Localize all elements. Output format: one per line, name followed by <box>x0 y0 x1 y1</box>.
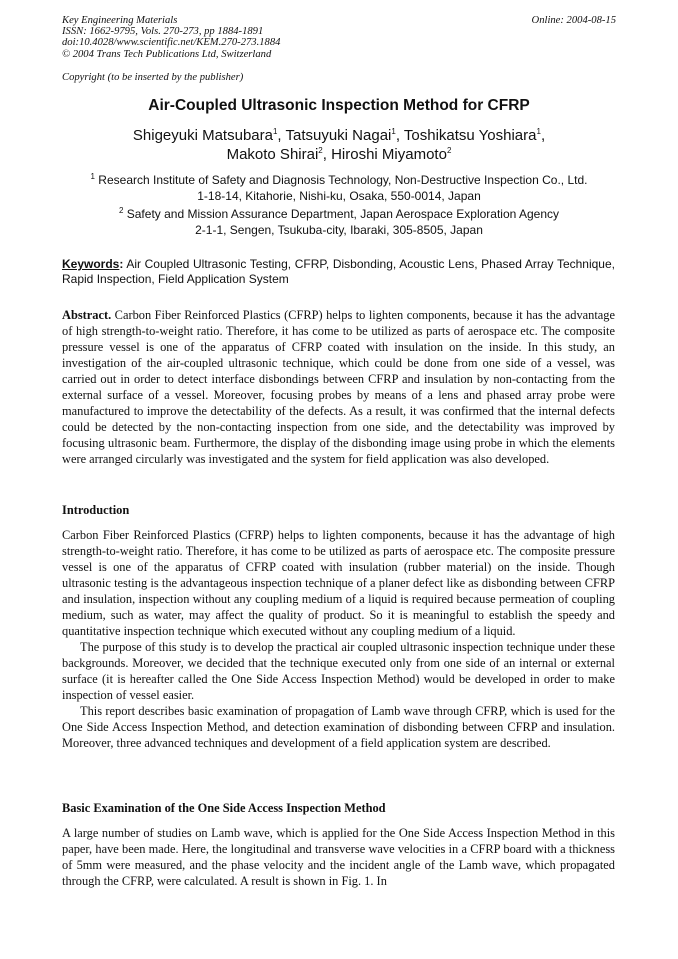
introduction-paragraph-1: Carbon Fiber Reinforced Plastics (CFRP) helps to lighten components, because it has the advantage of high strength-to-weight ratio. Therefore, it has come to be utilized as parts of aerospace etc. The composite pressure vessel is one of the apparatus of CFRP coated with insulation (rubber material) on the inside. Though ultrasonic testing is the advantageous inspection technique of a planer defect like as disbonding between CFRP and insulation, inspection without any coupling medium of a liquid is required because permeation of coupling medium, such as water, may affect the quality of product. So it is meaningful to establish the speedy and quantitative inspection technique which executed without any coupling medium of a liquid. <box>62 528 615 638</box>
author-affiliation-mark: 1 <box>391 127 396 136</box>
section-heading-basic-examination: Basic Examination of the One Side Access Inspection Method <box>62 801 386 815</box>
author-affiliation-mark: 1 <box>536 127 541 136</box>
affiliation-name: Safety and Mission Assurance Department, Japan Aerospace Exploration Agency <box>123 207 560 221</box>
introduction-body <box>62 527 615 751</box>
author-name: , Tatsuyuki Nagai <box>277 127 392 144</box>
affiliation-1 <box>40 173 638 204</box>
copyright-note: Copyright (to be inserted by the publisher) <box>62 72 244 83</box>
abstract-text: Carbon Fiber Reinforced Plastics (CFRP) helps to lighten components, because it has the advantage of high strength-to-weight ratio. Therefore, it has come to be utilized as parts of aerospace etc. The composite pressure vessel is one of the apparatus of CFRP coated with insulation on the inside. In this study, an investigation of the air-coupled ultrasonic technique, which could be done from one side of a vessel, was carried out in order to detect interface disbondings between CFRP and insulation by non-contacting from the external surface of a vessel. Moreover, focusing probes by means of a lens and phased array probe were manufactured to improve the detectability of the defects. As a result, it was confirmed that the internal defects could be detected by the non-contacting inspection from one side, and the detectability was improved by focusing ultrasonic beam. Furthermore, the display of the disbonding image using probe in which the elements were arranged circularly was investigated and the system for field application was also developed. <box>62 308 615 466</box>
abstract-label: Abstract. <box>62 308 112 322</box>
basic-examination-paragraph-1: A large number of studies on Lamb wave, which is applied for the One Side Access Inspection Method in this paper, have been made. Here, the longitudinal and transverse wave velocities in a CFRP board with a thickness of 5mm were measured, and the phase velocity and the incident angle of the Lamb wave, which propagated through the CFRP, were calculated. A result is shown in Fig. 1. In <box>62 826 615 888</box>
paper-title: Air-Coupled Ultrasonic Inspection Method for CFRP <box>148 97 530 114</box>
keywords-label: Keywords <box>62 257 120 271</box>
keywords <box>62 257 615 286</box>
keywords-text: Air Coupled Ultrasonic Testing, CFRP, Disbonding, Acoustic Lens, Phased Array Technique, Rapid Inspection, Field Application System <box>62 257 615 286</box>
section-heading-introduction: Introduction <box>62 503 130 517</box>
journal-name: Key Engineering Materials <box>62 15 178 26</box>
author-name: , Hiroshi Miyamoto <box>322 146 447 163</box>
affiliation-mark: 2 <box>118 206 124 215</box>
author-name: Makoto Shirai <box>226 146 319 163</box>
affiliation-address: 2-1-1, Sengen, Tsukuba-city, Ibaraki, 305-8505, Japan <box>195 222 483 237</box>
affiliation-name: Research Institute of Safety and Diagnosis Technology, Non-Destructive Inspection Co., Ltd. <box>94 173 588 187</box>
affiliation-2 <box>40 207 638 238</box>
author-name: Shigeyuki Matsubara <box>132 127 273 144</box>
publisher-copyright-line: © 2004 Trans Tech Publications Ltd, Switzerland <box>62 48 272 60</box>
doi-line: doi:10.4028/www.scientific.net/KEM.270-273.1884 <box>62 37 281 49</box>
author-separator: , <box>540 127 546 144</box>
author-name: , Toshikatsu Yoshiara <box>395 127 537 144</box>
online-date: Online: 2004-08-15 <box>531 15 616 26</box>
issn-line: ISSN: 1662-9795, Vols. 270-273, pp 1884-1891 <box>62 26 264 38</box>
affiliation-mark: 1 <box>90 172 95 181</box>
journal-header <box>62 15 280 60</box>
author-affiliation-mark: 2 <box>446 146 452 155</box>
abstract <box>62 307 615 467</box>
author-list <box>40 126 638 164</box>
introduction-paragraph-2: The purpose of this study is to develop the practical air coupled ultrasonic inspection technique under these backgrounds. Moreover, we decided that the technique executed only from one side of an internal or external surface (it is hereafter called the One Side Access Inspection Method) would be developed in order to make inspection of vessel easier. <box>62 640 615 702</box>
introduction-paragraph-3: This report describes basic examination of propagation of Lamb wave through CFRP, which is used for the One Side Access Inspection Method, and detection examination of disbonding between CFRP and insulation. Moreover, three advanced techniques and development of a field application system are described. <box>62 704 615 750</box>
affiliation-address: 1-18-14, Kitahorie, Nishi-ku, Osaka, 550-0014, Japan <box>197 188 481 203</box>
keywords-colon: : <box>119 257 124 271</box>
author-affiliation-mark: 2 <box>318 146 323 155</box>
author-affiliation-mark: 1 <box>272 127 278 136</box>
